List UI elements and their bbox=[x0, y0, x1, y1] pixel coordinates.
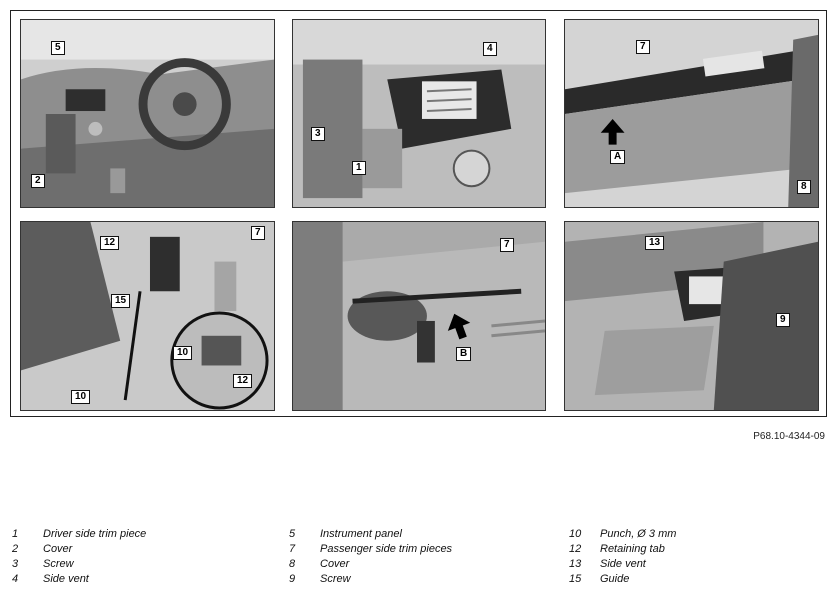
photo-side-vent-drawing bbox=[293, 20, 545, 207]
legend-text: Cover bbox=[43, 543, 73, 555]
legend-text: Cover bbox=[320, 558, 350, 570]
legend-number: 3 bbox=[12, 558, 19, 570]
legend-text: Side vent bbox=[600, 558, 646, 570]
legend-number: 2 bbox=[12, 543, 19, 555]
legend-number: 15 bbox=[569, 573, 582, 585]
figure-reference: P68.10-4344-09 bbox=[753, 431, 825, 442]
callout-label: 7 bbox=[636, 40, 650, 54]
legend-text: Screw bbox=[43, 558, 74, 570]
legend-text: Instrument panel bbox=[320, 528, 402, 540]
photo-punch-insertion bbox=[292, 221, 546, 411]
legend-number: 1 bbox=[12, 528, 19, 540]
legend-item bbox=[569, 572, 676, 587]
callout-label: 9 bbox=[776, 313, 790, 327]
legend-column-2 bbox=[289, 527, 452, 587]
legend-item bbox=[569, 557, 676, 572]
callout-label: 2 bbox=[31, 174, 45, 188]
legend-item bbox=[12, 527, 146, 542]
legend-number: 10 bbox=[569, 528, 582, 540]
photo-passenger-trim-drawing bbox=[565, 20, 818, 207]
legend-number: 8 bbox=[289, 558, 296, 570]
legend-number: 12 bbox=[569, 543, 582, 555]
legend-column-1 bbox=[12, 527, 146, 587]
photo-retaining-tab bbox=[20, 221, 275, 411]
photo-right-side-vent bbox=[564, 221, 819, 411]
callout-label: 5 bbox=[51, 41, 65, 55]
legend-item bbox=[289, 557, 452, 572]
legend-number: 7 bbox=[289, 543, 296, 555]
callout-label: 4 bbox=[483, 42, 497, 56]
photo-passenger-trim bbox=[564, 19, 819, 208]
photo-driver-cockpit bbox=[20, 19, 275, 208]
callout-label: 10 bbox=[71, 390, 90, 404]
callout-label: 10 bbox=[173, 346, 192, 360]
legend-number: 13 bbox=[569, 558, 582, 570]
callout-label: 12 bbox=[100, 236, 119, 250]
legend-item bbox=[12, 572, 146, 587]
figure-frame bbox=[10, 10, 827, 417]
legend-item bbox=[569, 542, 676, 557]
legend-text: Retaining tab bbox=[600, 543, 665, 555]
callout-label: 15 bbox=[111, 294, 130, 308]
legend-item bbox=[569, 527, 676, 542]
callout-label: 1 bbox=[352, 161, 366, 175]
legend-number: 4 bbox=[12, 573, 19, 585]
callout-label: 7 bbox=[251, 226, 265, 240]
legend-text: Passenger side trim pieces bbox=[320, 543, 453, 555]
legend-item bbox=[289, 527, 452, 542]
photo-side-vent bbox=[292, 19, 546, 208]
callout-label: 3 bbox=[311, 127, 325, 141]
callout-label: 13 bbox=[645, 236, 664, 250]
legend-item bbox=[12, 542, 146, 557]
legend-column-3 bbox=[569, 527, 676, 587]
legend-number: 5 bbox=[289, 528, 296, 540]
callout-label: A bbox=[610, 150, 625, 164]
callout-label: 8 bbox=[797, 180, 811, 194]
legend-item bbox=[12, 557, 146, 572]
callout-label: B bbox=[456, 347, 471, 361]
legend-item bbox=[289, 572, 452, 587]
legend-text: Guide bbox=[600, 573, 630, 585]
legend-number: 9 bbox=[289, 573, 296, 585]
callout-label: 7 bbox=[500, 238, 514, 252]
callout-label: 12 bbox=[233, 374, 252, 388]
legend-text: Driver side trim piece bbox=[43, 528, 147, 540]
legend-text: Punch, Ø 3 mm bbox=[600, 528, 677, 540]
legend-item bbox=[289, 542, 452, 557]
legend-text: Side vent bbox=[43, 573, 89, 585]
legend-text: Screw bbox=[320, 573, 351, 585]
